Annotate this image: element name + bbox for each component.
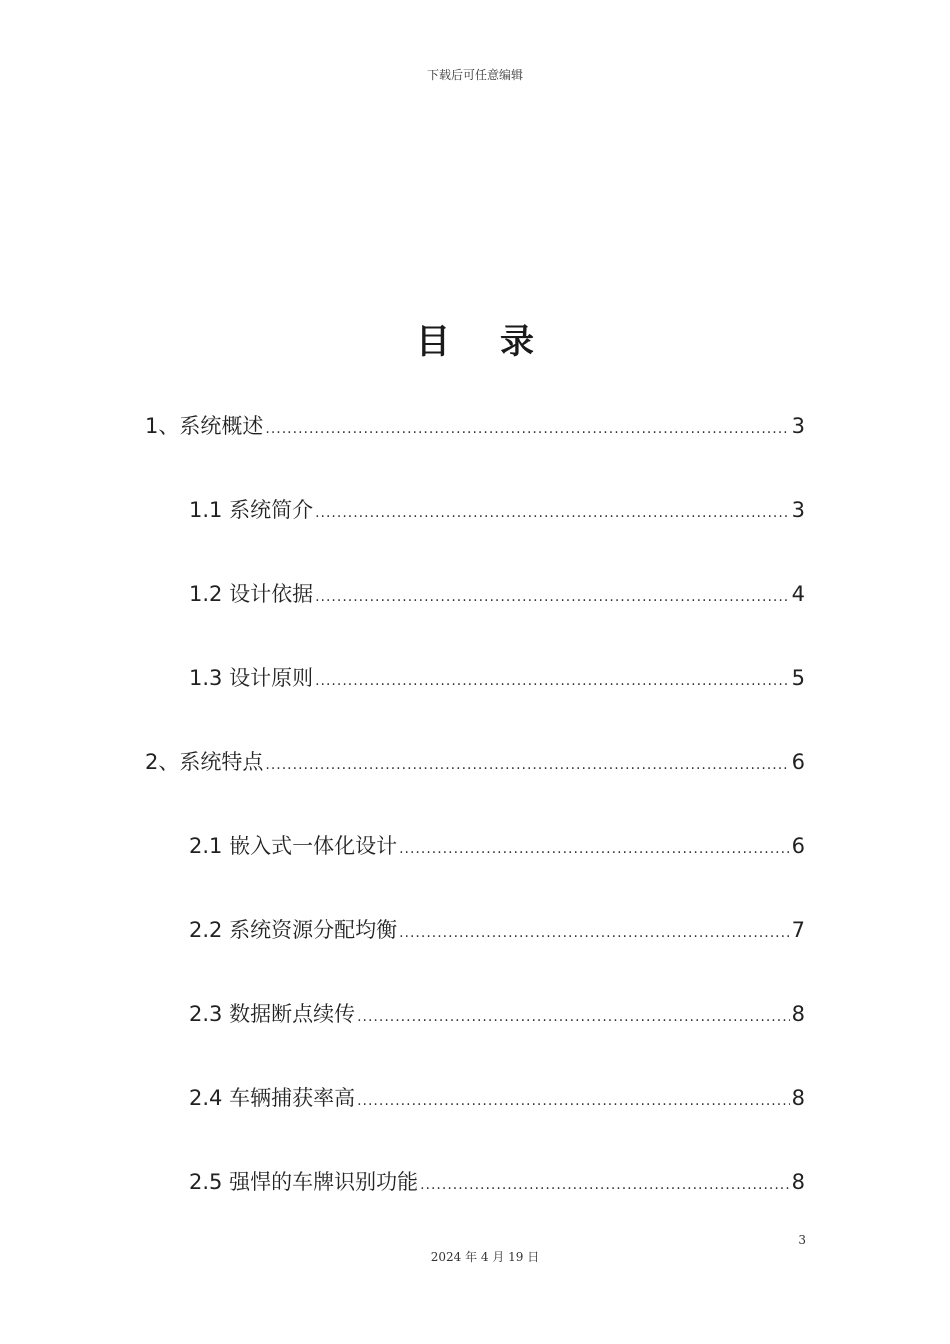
- toc-leader-dots: [315, 498, 790, 528]
- toc-entry[interactable]: [189, 999, 805, 1032]
- toc-entry-page: 4: [791, 582, 805, 606]
- toc-entry[interactable]: [189, 579, 805, 612]
- toc-entry-page: 8: [791, 1002, 805, 1026]
- toc-title-part-2: 录: [500, 322, 534, 362]
- toc-leader-dots: [399, 834, 790, 864]
- toc-entry-label: 2、系统特点: [145, 750, 264, 774]
- page-footer-date: 2024 年 4 月 19 日: [430, 1250, 540, 1264]
- toc-entry[interactable]: [189, 1083, 805, 1116]
- toc-title-part-1: 目: [416, 322, 450, 362]
- toc-leader-dots: [399, 918, 790, 948]
- toc-entry-label: 1.2 设计依据: [189, 582, 314, 606]
- toc-leader-dots: [265, 750, 789, 780]
- toc-entry-label: 2.4 车辆捕获率高: [189, 1086, 356, 1110]
- toc-leader-dots: [315, 666, 790, 696]
- toc-leader-dots: [357, 1002, 790, 1032]
- toc-entry[interactable]: [189, 1167, 805, 1200]
- toc-entry-label: 2.2 系统资源分配均衡: [189, 918, 398, 942]
- toc-entry-label: 2.5 强悍的车牌识别功能: [189, 1170, 419, 1194]
- toc-entry-label: 2.1 嵌入式一体化设计: [189, 834, 398, 858]
- toc-entry[interactable]: [189, 495, 805, 528]
- toc-entry-page: 3: [791, 414, 805, 438]
- toc-entry-page: 8: [791, 1170, 805, 1194]
- page-header: 下载后可任意编辑: [426, 68, 523, 82]
- toc-leader-dots: [315, 582, 790, 612]
- toc-entry[interactable]: [145, 747, 805, 780]
- toc-entry-label: 1.3 设计原则: [189, 666, 314, 690]
- toc-entry-label: 1.1 系统简介: [189, 498, 314, 522]
- toc-entry[interactable]: [189, 831, 805, 864]
- toc-entry[interactable]: [189, 663, 805, 696]
- toc-entry-page: 8: [791, 1086, 805, 1110]
- toc-entry-label: 2.3 数据断点续传: [189, 1002, 356, 1026]
- toc-entry-page: 7: [791, 918, 805, 942]
- toc-entry[interactable]: [189, 915, 805, 948]
- toc-entry-page: 5: [791, 666, 805, 690]
- toc-leader-dots: [265, 414, 789, 444]
- toc-entry-page: 6: [791, 750, 805, 774]
- toc-entry[interactable]: [145, 411, 805, 444]
- toc-entry-label: 1、系统概述: [145, 414, 264, 438]
- toc-leader-dots: [420, 1170, 790, 1200]
- toc-entry-page: 6: [791, 834, 805, 858]
- toc-entry-page: 3: [791, 498, 805, 522]
- page-number: 3: [798, 1233, 806, 1247]
- toc-leader-dots: [357, 1086, 790, 1116]
